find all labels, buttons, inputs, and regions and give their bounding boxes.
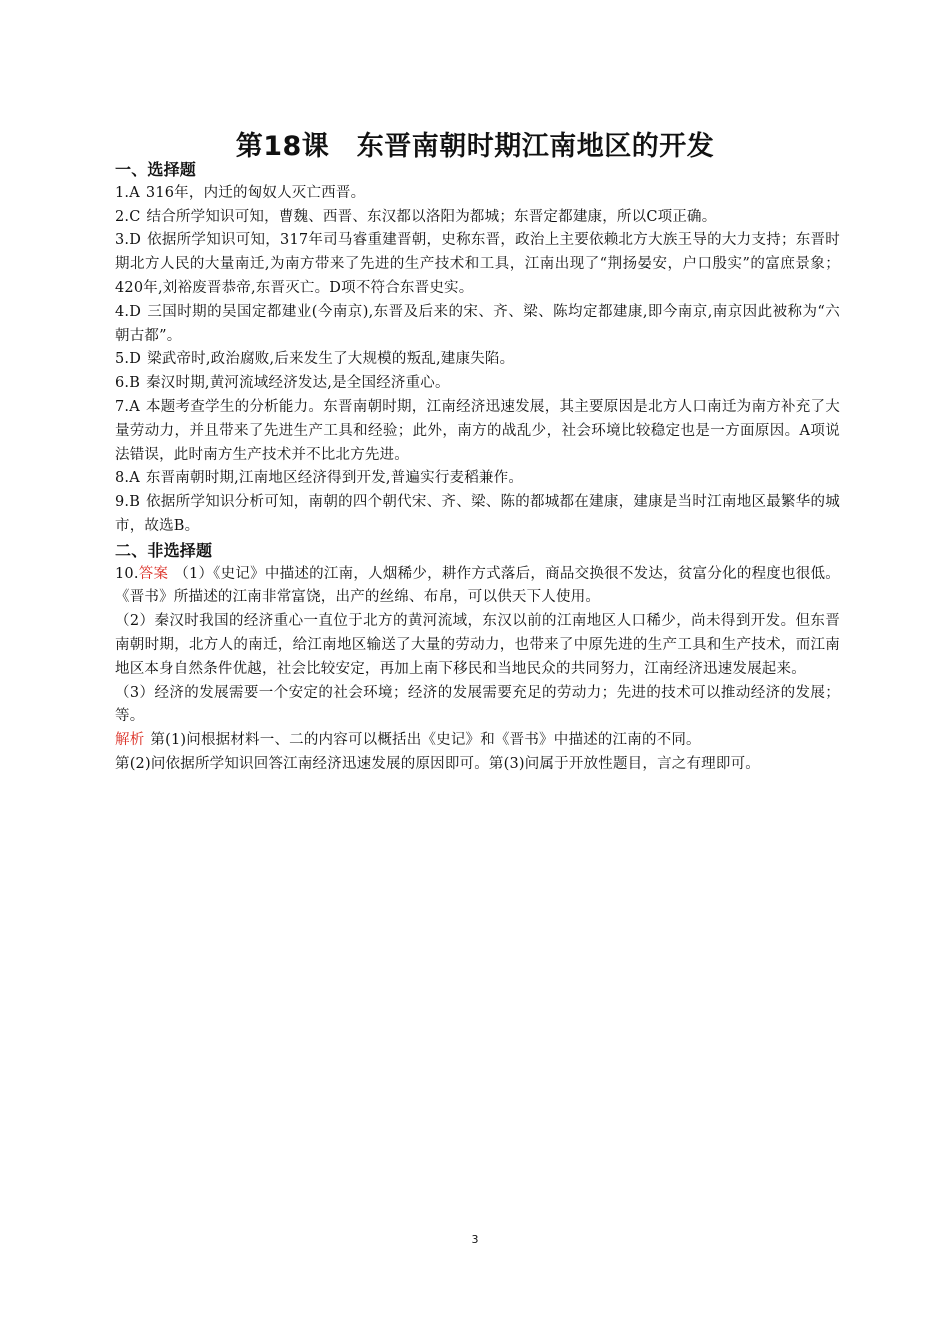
item-text: 秦汉时期,黄河流域经济发达,是全国经济重心。 <box>146 375 450 392</box>
analysis-text: 第(1)问根据材料一、二的内容可以概括出《史记》和《晋书》中描述的江南的不同。 <box>150 732 701 749</box>
document-body <box>115 158 840 777</box>
page-title: 第18课 东晋南朝时期江南地区的开发 <box>235 131 715 162</box>
item-text: 本题考查学生的分析能力。东晋南朝时期，江南经济迅速发展，其主要原因是北方人口南迁为南方补充了大量劳动力，并且带来了先进生产工具和经验；此外，南方的战乱少，社会环境比较稳定也是一方面原因。A项说法错误，此时南方生产技术并不比北方先进。 <box>115 398 840 463</box>
choice-item-2 <box>115 206 840 230</box>
choice-item-7 <box>115 396 840 467</box>
question-10-answer-part-1 <box>115 563 840 611</box>
answer-label: 答案 <box>138 565 169 582</box>
choice-item-3 <box>115 229 840 300</box>
item-text: 316年，内迁的匈奴人灭亡西晋。 <box>145 184 366 201</box>
item-number: 4.D <box>115 303 142 320</box>
item-text: 东晋南朝时期,江南地区经济得到开发,普遍实行麦稻兼作。 <box>145 470 524 487</box>
choice-item-9 <box>115 491 840 539</box>
question-10-analysis-continued: 第(2)问依据所学知识回答江南经济迅速发展的原因即可。第(3)问属于开放性题目，言之有理即可。 <box>115 755 760 772</box>
question-10-answer-part-2: （2）秦汉时我国的经济重心一直位于北方的黄河流域，东汉以前的江南地区人口稀少，尚未得到开发。但东晋南朝时期，北方人的南迁，给江南地区输送了大量的劳动力，也带来了中原先进的生产工具和生产技术，而江南地区本身自然条件优越，社会比较安定，再加上南下移民和当地民众的共同努力，江南经济迅速发展起来。 <box>115 613 840 677</box>
item-text: 依据所学知识可知，317年司马睿重建晋朝，史称东晋，政治上主要依赖北方大族王导的大力支持；东晋时期北方人民的大量南迁,为南方带来了先进的生产技术和工具，江南出现了“荆扬晏安，户口殷实”的富庶景象；420年,刘裕废晋恭帝,东晋灭亡。D项不符合东晋史实。 <box>115 232 840 296</box>
section-heading-choice: 一、选择题 <box>115 160 197 179</box>
section-heading-non-choice: 二、非选择题 <box>115 540 213 560</box>
page-number: 3 <box>471 1233 479 1246</box>
item-number: 8.A <box>115 470 140 487</box>
answer-text: （1）《史记》中描述的江南，人烟稀少，耕作方式落后，商品交换很不发达，贫富分化的程度也很低。《晋书》所描述的江南非常富饶，出产的丝绵、布帛，可以供天下人使用。 <box>115 565 840 606</box>
item-text: 结合所学知识可知，曹魏、西晋、东汉都以洛阳为都城；东晋定都建康，所以C项正确。 <box>146 208 717 225</box>
item-number: 10. <box>115 565 139 582</box>
item-number: 1.A <box>115 184 140 201</box>
question-10-answer-part-3: （3）经济的发展需要一个安定的社会环境；经济的发展需要充足的劳动力；先进的技术可以推动经济的发展；等。 <box>115 684 840 725</box>
choice-item-6 <box>115 372 840 396</box>
item-number: 7.A <box>115 398 140 415</box>
item-text: 依据所学知识分析可知，南朝的四个朝代宋、齐、梁、陈的都城都在建康，建康是当时江南地区最繁华的城市，故选B。 <box>115 494 840 534</box>
question-10-analysis <box>115 729 840 753</box>
item-text: 三国时期的吴国定都建业(今南京),东晋及后来的宋、齐、梁、陈均定都建康,即今南京,南京因此被称为“六朝古都”。 <box>115 303 840 344</box>
choice-item-1 <box>115 182 840 206</box>
item-number: 5.D <box>115 351 142 368</box>
item-number: 6.B <box>115 375 141 392</box>
item-text: 梁武帝时,政治腐败,后来发生了大规模的叛乱,建康失陷。 <box>147 351 515 368</box>
choice-item-8 <box>115 467 840 491</box>
choice-item-5 <box>115 348 840 372</box>
item-number: 2.C <box>115 208 141 225</box>
item-number: 9.B <box>115 494 141 511</box>
item-number: 3.D <box>115 232 142 249</box>
choice-item-4 <box>115 301 840 349</box>
analysis-label: 解析 <box>115 732 145 749</box>
